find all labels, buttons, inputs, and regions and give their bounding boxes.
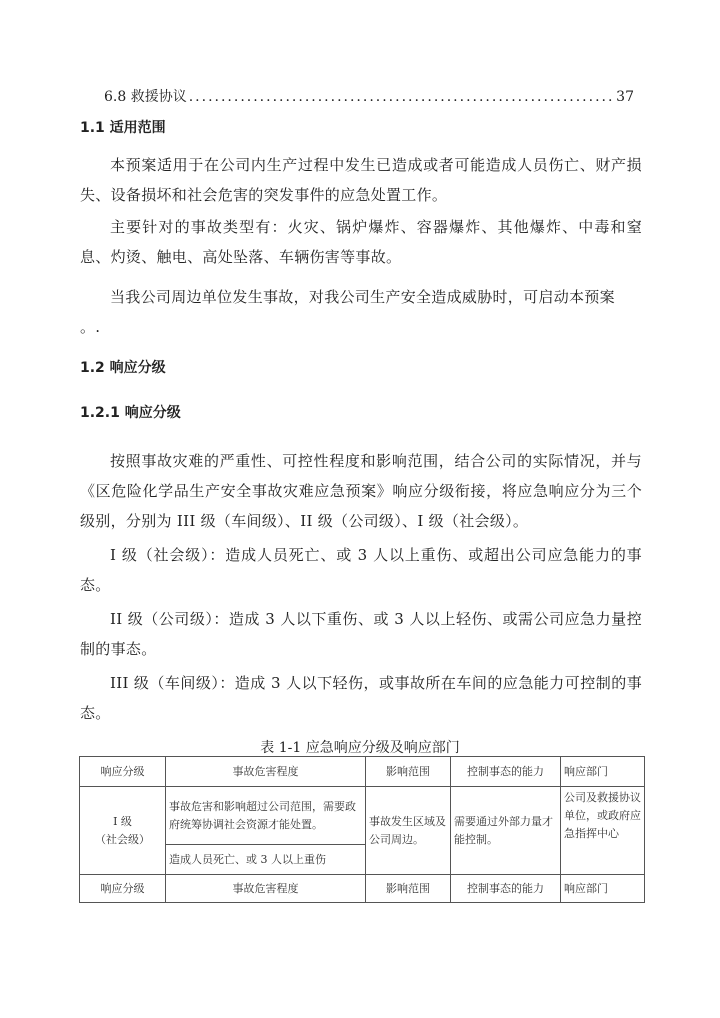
- table-caption: 表 1-1 应急响应分级及响应部门: [260, 740, 460, 756]
- paragraph-neighbor-units: 当我公司周边单位发生事故，对我公司生产安全造成威胁时，可启动本预案: [110, 288, 615, 306]
- paragraph-level-2: II 级（公司级）：造成 3 人以下重伤、或 3 人以上轻伤、或需公司应急力量控制的事态。: [80, 610, 642, 658]
- control-cell: 需要通过外部力量才能控制。: [451, 787, 561, 875]
- level-sub: （社会级）: [95, 832, 150, 846]
- paragraph-neighbor-units-tail: 。.: [80, 318, 101, 336]
- table-header-row: [80, 757, 645, 787]
- header-cell: 响应分级: [80, 757, 166, 787]
- header-cell: 响应分级: [80, 875, 166, 903]
- paragraph-grading: 按照事故灾难的严重性、可控性程度和影响范围，结合公司的实际情况，并与《区危险化学品生产安全事故灾难应急预案》响应分级衔接，将应急响应分为三个级别，分别为 III 级（车间级）、II 级（公司级）、I 级（社会级）。: [80, 452, 642, 530]
- toc-entry[interactable]: [104, 86, 634, 106]
- paragraph-level-1: I 级（社会级）：造成人员死亡、或 3 人以上重伤、或超出公司应急能力的事态。: [80, 546, 642, 594]
- header-cell: 响应部门: [561, 875, 645, 903]
- table-repeat-header-row: [80, 875, 645, 903]
- scope-cell: 事故发生区域及公司周边。: [366, 787, 451, 875]
- header-cell: 响应部门: [561, 757, 645, 787]
- header-cell: 控制事态的能力: [451, 875, 561, 903]
- heading-1-2-1: 1.2.1 响应分级: [80, 405, 181, 421]
- header-cell: 事故危害程度: [166, 757, 366, 787]
- table-row: [80, 787, 645, 845]
- heading-1-1: 1.1 适用范围: [80, 120, 166, 136]
- level-cell: [80, 787, 166, 875]
- header-cell: 控制事态的能力: [451, 757, 561, 787]
- heading-1-2: 1.2 响应分级: [80, 360, 166, 376]
- toc-label: 6.8 救援协议: [104, 89, 187, 105]
- harm-cell-a: 事故危害和影响超过公司范围，需要政府统筹协调社会资源才能处置。: [166, 787, 366, 845]
- header-cell: 影响范围: [366, 757, 451, 787]
- paragraph-accident-types: 主要针对的事故类型有：火灾、锅炉爆炸、容器爆炸、其他爆炸、中毒和窒息、灼烫、触电、高处坠落、车辆伤害等事故。: [80, 218, 642, 266]
- paragraph-level-3: III 级（车间级）：造成 3 人以下轻伤，或事故所在车间的应急能力可控制的事态。: [80, 674, 642, 722]
- response-level-table: [79, 756, 645, 903]
- header-cell: 影响范围: [366, 875, 451, 903]
- paragraph-scope: 本预案适用于在公司内生产过程中发生已造成或者可能造成人员伤亡、财产损失、设备损坏和社会危害的突发事件的应急处置工作。: [80, 156, 642, 204]
- header-cell: 事故危害程度: [166, 875, 366, 903]
- harm-cell-b: 造成人员死亡、或 3 人以上重伤: [166, 845, 366, 875]
- toc-leader-dots: [189, 89, 614, 105]
- level-name: I 级: [113, 814, 132, 828]
- dept-cell: 公司及救援协议单位，或政府应急指挥中心: [561, 787, 645, 875]
- toc-page-number: 37: [616, 89, 634, 105]
